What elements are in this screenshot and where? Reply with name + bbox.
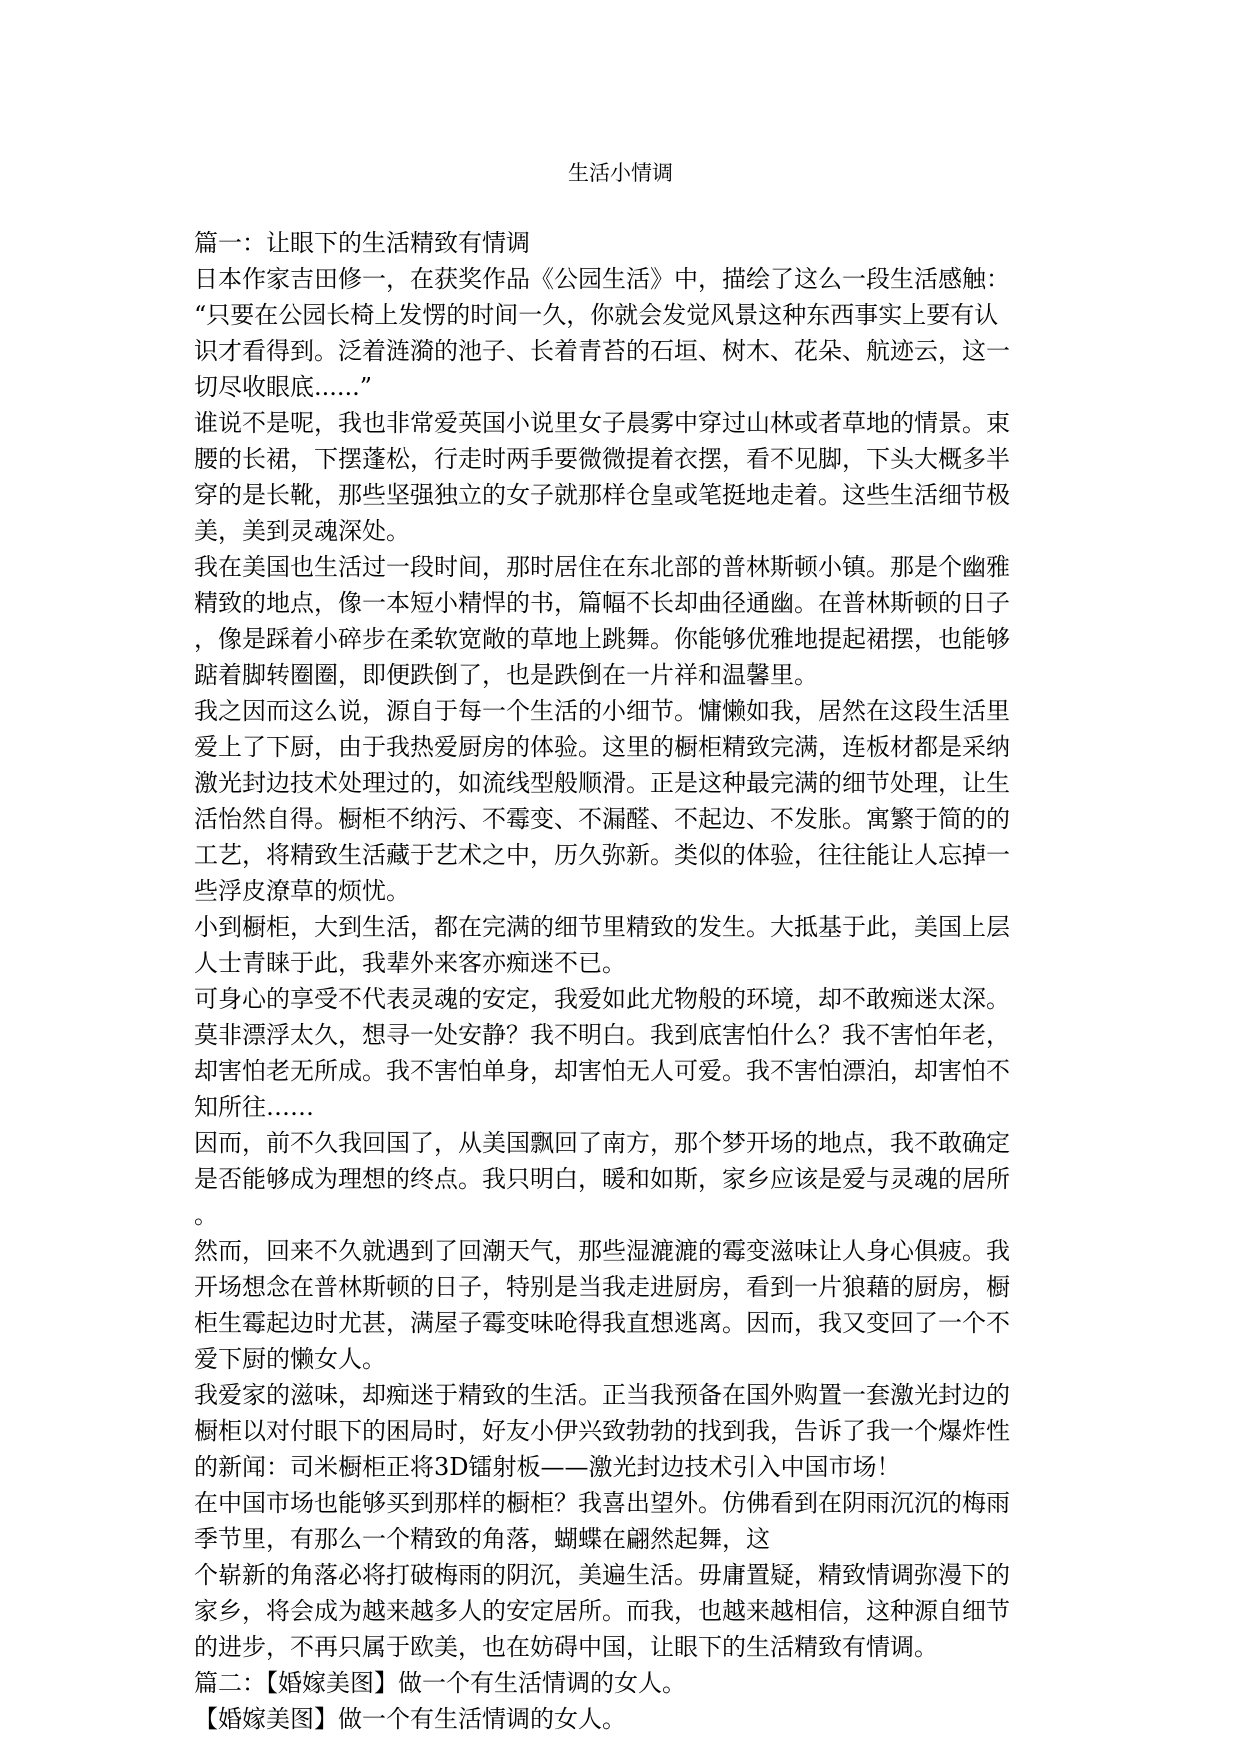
text-line: 莫非漂浮太久，想寻一处安静？我不明白。我到底害怕什么？我不害怕年老， <box>194 1021 1010 1049</box>
text-line: 开场想念在普林斯顿的日子，特别是当我走进厨房，看到一片狼藉的厨房，橱 <box>194 1273 1010 1301</box>
text-line: 爱下厨的懒女人。 <box>194 1345 386 1373</box>
text-line: 穿的是长靴，那些坚强独立的女子就那样仓皇或笔挺地走着。这些生活细节极 <box>194 481 1010 509</box>
text-line: 然而，回来不久就遇到了回潮天气，那些湿漉漉的霉变滋味让人身心俱疲。我 <box>194 1237 1010 1265</box>
text-line: 谁说不是呢，我也非常爱英国小说里女子晨雾中穿过山林或者草地的情景。束 <box>194 409 1010 437</box>
text-line: “只要在公园长椅上发愣的时间一久，你就会发觉风景这种东西事实上要有认 <box>194 301 999 329</box>
text-line: 篇一：让眼下的生活精致有情调 <box>194 229 530 257</box>
text-line: 激光封边技术处理过的，如流线型般顺滑。正是这种最完满的细节处理，让生 <box>194 769 1010 797</box>
text-line: 柜生霉起边时尤甚，满屋子霉变味呛得我直想逃离。因而，我又变回了一个不 <box>194 1309 1010 1337</box>
text-line: 我在美国也生活过一段时间，那时居住在东北部的普林斯顿小镇。那是个幽雅 <box>194 553 1010 581</box>
text-line: 却害怕老无所成。我不害怕单身，却害怕无人可爱。我不害怕漂泊，却害怕不 <box>194 1057 1010 1085</box>
text-line: 识才看得到。泛着涟漪的池子、长着青苔的石垣、树木、花朵、航迹云，这一 <box>194 337 1010 365</box>
text-line: 在中国市场也能够买到那样的橱柜？我喜出望外。仿佛看到在阴雨沉沉的梅雨 <box>194 1489 1010 1517</box>
text-line: 橱柜以对付眼下的困局时，好友小伊兴致勃勃的找到我，告诉了我一个爆炸性 <box>194 1417 1010 1445</box>
text-line: 切尽收眼底......” <box>194 373 373 401</box>
text-line: 个崭新的角落必将打破梅雨的阴沉，美遍生活。毋庸置疑，精致情调弥漫下的 <box>194 1561 1010 1589</box>
text-line: 因而，前不久我回国了，从美国飘回了南方，那个梦开场的地点，我不敢确定 <box>194 1129 1010 1157</box>
text-line: 腰的长裙，下摆蓬松，行走时两手要微微提着衣摆，看不见脚，下头大概多半 <box>194 445 1010 473</box>
text-line: 活怡然自得。橱柜不纳污、不霉变、不漏醛、不起边、不发胀。寓繁于简的的 <box>194 805 1010 833</box>
document-body <box>194 225 1044 1737</box>
text-line: 我之因而这么说，源自于每一个生活的小细节。慵懒如我，居然在这段生活里 <box>194 697 1010 725</box>
text-line: 的新闻：司米橱柜正将3D镭射板——激光封边技术引入中国市场！ <box>194 1453 901 1481</box>
text-line: 爱上了下厨，由于我热爱厨房的体验。这里的橱柜精致完满，连板材都是采纳 <box>194 733 1010 761</box>
document-title: 生活小情调 <box>568 161 673 185</box>
text-line: 人士青睐于此，我辈外来客亦痴迷不已。 <box>194 949 626 977</box>
text-line: 些浮皮潦草的烦忧。 <box>194 877 410 905</box>
text-line: 【婚嫁美图】做一个有生活情调的女人。 <box>194 1705 626 1733</box>
text-line: 日本作家吉田修一，在获奖作品《公园生活》中，描绘了这么一段生活感触： <box>194 265 1010 293</box>
text-line: 可身心的享受不代表灵魂的安定，我爱如此尤物般的环境，却不敢痴迷太深。 <box>194 985 1010 1013</box>
text-line: 季节里，有那么一个精致的角落，蝴蝶在翩然起舞，这 <box>194 1525 770 1553</box>
text-line: 篇二：【婚嫁美图】做一个有生活情调的女人。 <box>194 1669 686 1697</box>
text-line: 工艺，将精致生活藏于艺术之中，历久弥新。类似的体验，往往能让人忘掉一 <box>194 841 1010 869</box>
text-line: 是否能够成为理想的终点。我只明白，暖和如斯，家乡应该是爱与灵魂的居所 <box>194 1165 1010 1193</box>
text-line: 精致的地点，像一本短小精悍的书，篇幅不长却曲径通幽。在普林斯顿的日子 <box>194 589 1010 617</box>
text-line: 的进步，不再只属于欧美，也在妨碍中国，让眼下的生活精致有情调。 <box>194 1633 938 1661</box>
text-line: 我爱家的滋味，却痴迷于精致的生活。正当我预备在国外购置一套激光封边的 <box>194 1381 1010 1409</box>
text-line: 知所往…… <box>194 1093 314 1121</box>
text-line: ，像是踩着小碎步在柔软宽敞的草地上跳舞。你能够优雅地提起裙摆，也能够 <box>194 625 1010 653</box>
text-line: 美，美到灵魂深处。 <box>194 517 410 545</box>
text-line: 小到橱柜，大到生活，都在完满的细节里精致的发生。大抵基于此，美国上层 <box>194 913 1010 941</box>
text-line: 踮着脚转圈圈，即便跌倒了，也是跌倒在一片祥和温馨里。 <box>194 661 818 689</box>
text-line: 。 <box>194 1201 218 1229</box>
text-line: 家乡，将会成为越来越多人的安定居所。而我，也越来越相信，这种源自细节 <box>194 1597 1010 1625</box>
